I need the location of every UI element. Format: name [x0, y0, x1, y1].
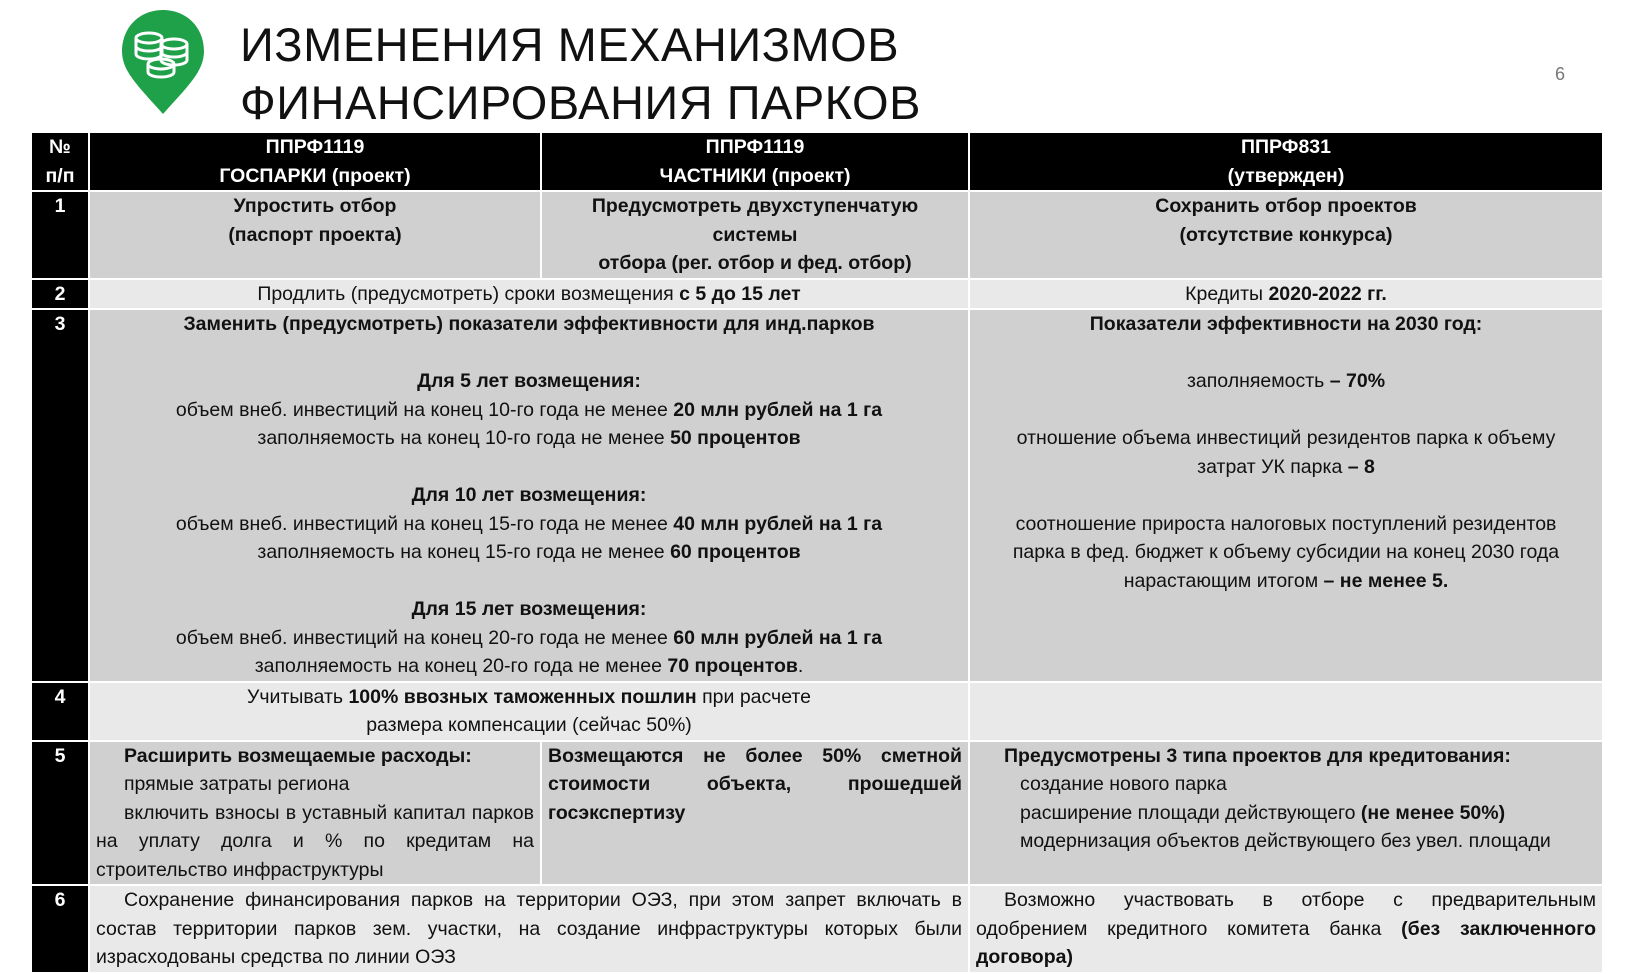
header-pprf831: ППРФ831 (утвержден) — [969, 132, 1603, 191]
table-row-3 — [31, 309, 1603, 682]
page-title — [240, 16, 921, 132]
row2-proposal: Продлить (предусмотреть) сроки возмещения с 5 до 15 лет — [89, 279, 969, 310]
row3-proposal: Заменить (предусмотреть) показатели эффективности для инд.парков Для 5 лет возмещения: объем внеб. инвестиций на конец 10-го года не менее 20 млн рублей на 1 га заполняемость на конец 10-го года не менее 50 процентов Для 10 лет возмещения: объем внеб. инвестиций на конец 15-го года не менее 40 млн рублей на 1 га заполняемость на конец 15-го года не менее 60 процентов Для 15 лет возмещения: объем внеб. инвестиций на конец 20-го года не менее 60 млн рублей на 1 га заполняемость на конец 20-го года не менее 70 процентов. — [89, 309, 969, 682]
header-num: № п/п — [31, 132, 89, 191]
row4-pprf831 — [969, 682, 1603, 741]
row2-pprf831: Кредиты 2020-2022 гг. — [969, 279, 1603, 310]
database-pin-icon — [118, 8, 208, 118]
row-number: 1 — [31, 191, 89, 279]
comparison-table — [30, 131, 1604, 974]
page-number: 6 — [1554, 64, 1565, 84]
header-gosparki: ППРФ1119 ГОСПАРКИ (проект) — [89, 132, 541, 191]
logo — [118, 8, 208, 118]
row3-pprf831: Показатели эффективности на 2030 год: заполняемость – 70% отношение объема инвестиций резидентов парка к объему затрат УК парка – 8 соотношение прироста налоговых поступлений резидентов парка в фед. бюджет к объему субсидии на конец 2030 года нарастающим итогом – не менее 5. — [969, 309, 1603, 682]
title-line-1: ИЗМЕНЕНИЯ МЕХАНИЗМОВ — [240, 18, 900, 71]
title-line-2: ФИНАНСИРОВАНИЯ ПАРКОВ — [240, 76, 921, 129]
row1-pprf831: Сохранить отбор проектов (отсутствие конкурса) — [969, 191, 1603, 279]
row-number: 2 — [31, 279, 89, 310]
row6-pprf831: Возможно участвовать в отборе с предварительным одобрением кредитного комитета банка (без заключенного договора) — [969, 885, 1603, 973]
row-number: 4 — [31, 682, 89, 741]
row-number: 5 — [31, 741, 89, 886]
row6-proposal: Сохранение финансирования парков на территории ОЭЗ, при этом запрет включать в состав территории парков зем. участки, на создание инфраструктуры которых были израсходованы средства по линии ОЭЗ — [89, 885, 969, 973]
table-row-4 — [31, 682, 1603, 741]
table-header-row — [31, 132, 1603, 191]
table-row-2 — [31, 279, 1603, 310]
row1-chastniki: Предусмотреть двухступенчатую системы отбора (рег. отбор и фед. отбор) — [541, 191, 969, 279]
row-number: 6 — [31, 885, 89, 973]
header-chastniki: ППРФ1119 ЧАСТНИКИ (проект) — [541, 132, 969, 191]
table-row-6 — [31, 885, 1603, 973]
row5-chastniki: Возмещаются не более 50% сметной стоимости объекта, прошедшей госэкспертизу — [541, 741, 969, 886]
row4-proposal: Учитывать 100% ввозных таможенных пошлин при расчете размера компенсации (сейчас 50%) — [89, 682, 969, 741]
row1-gosparki: Упростить отбор (паспорт проекта) — [89, 191, 541, 279]
table-row-1 — [31, 191, 1603, 279]
row5-pprf831: Предусмотрены 3 типа проектов для кредитования: создание нового парка расширение площади действующего (не менее 50%) модернизация объектов действующего без увел. площади — [969, 741, 1603, 886]
row-number: 3 — [31, 309, 89, 682]
row5-gosparki: Расширить возмещаемые расходы: прямые затраты региона включить взносы в уставный капитал парков на уплату долга и % по кредитам на строительство инфраструктуры — [89, 741, 541, 886]
table-row-5 — [31, 741, 1603, 886]
